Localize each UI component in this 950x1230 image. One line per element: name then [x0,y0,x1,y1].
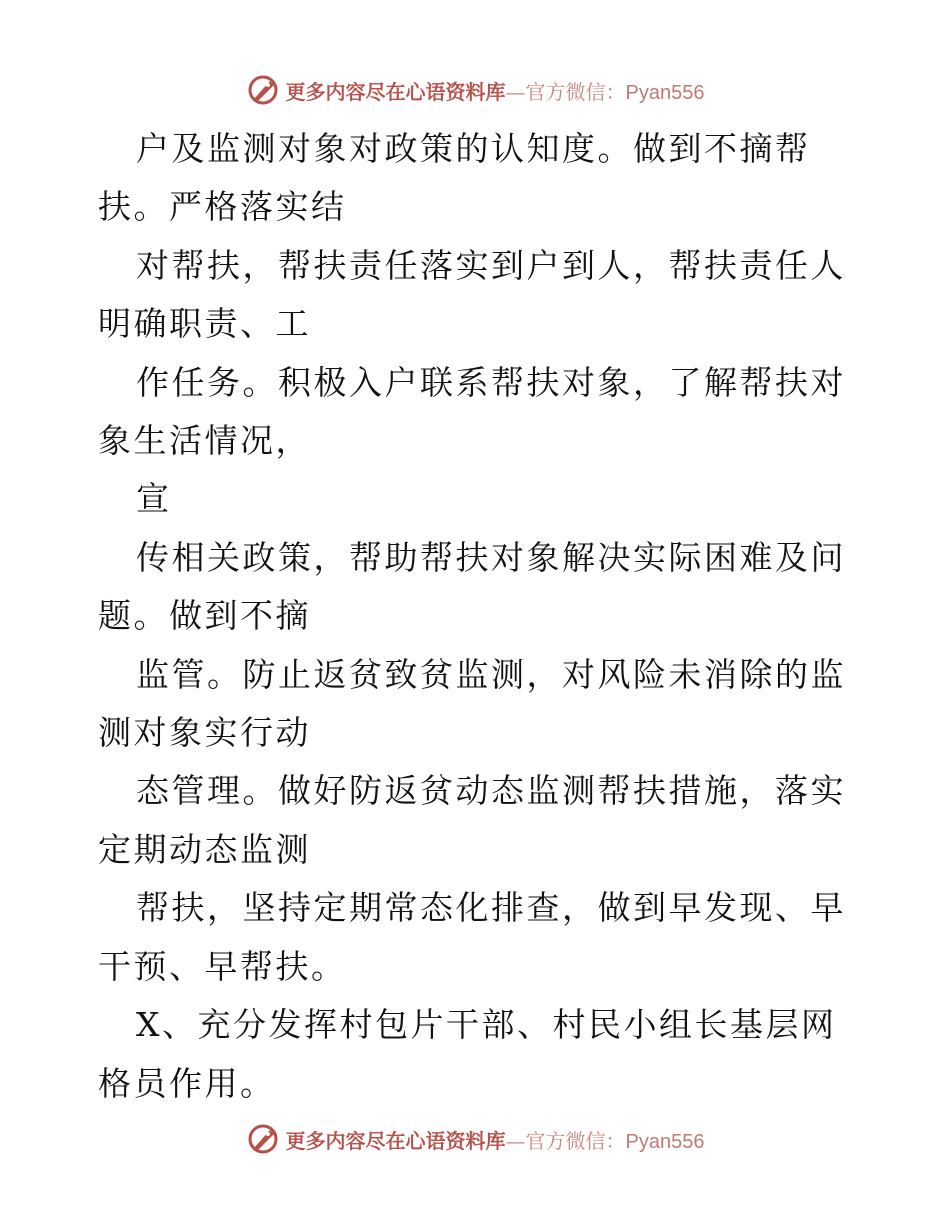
paragraph-5: 传相关政策，帮助帮扶对象解决实际困难及问题。做到不摘 [98,537,846,636]
watermark-separator: —官方微信： [505,79,626,104]
paragraph-7: 态管理。做好防返贫动态监测帮扶措施，落实定期动态监测 [98,771,846,869]
header-watermark [0,70,950,110]
paragraph-3: 作任务。积极入户联系帮扶对象，了解帮扶对象生活情况， [98,362,846,461]
watermark-wechat-id: Pyan556 [625,1130,705,1153]
paragraph-1: 户及监测对象对政策的认知度。做到不摘帮扶。严格落实结 [98,129,811,227]
footer-watermark [0,1119,950,1159]
paragraph-2: 对帮扶，帮扶责任落实到户到人，帮扶责任人明确职责、工 [98,245,846,344]
paragraph-8: 帮扶，坚持定期常态化排查，做到早发现、早干预、早帮扶。 [98,888,846,986]
watermark-text [286,1125,705,1154]
paragraph-4: 宣 [136,479,172,519]
document-body [98,120,858,1113]
paragraph-9: X、充分发挥村包片干部、村民小组长基层网格员作用。 [98,1005,837,1103]
watermark-wechat-id: Pyan556 [625,81,705,104]
watermark-main: 更多内容尽在心语资料库 [285,1128,506,1153]
watermark-separator: —官方微信： [505,1128,626,1153]
pen-nib-logo-icon [246,73,280,107]
watermark-text [286,76,705,105]
pen-nib-logo-icon [246,1122,280,1156]
watermark-main: 更多内容尽在心语资料库 [285,79,506,104]
paragraph-6: 监管。防止返贫致贫监测，对风险未消除的监测对象实行动 [98,654,846,753]
